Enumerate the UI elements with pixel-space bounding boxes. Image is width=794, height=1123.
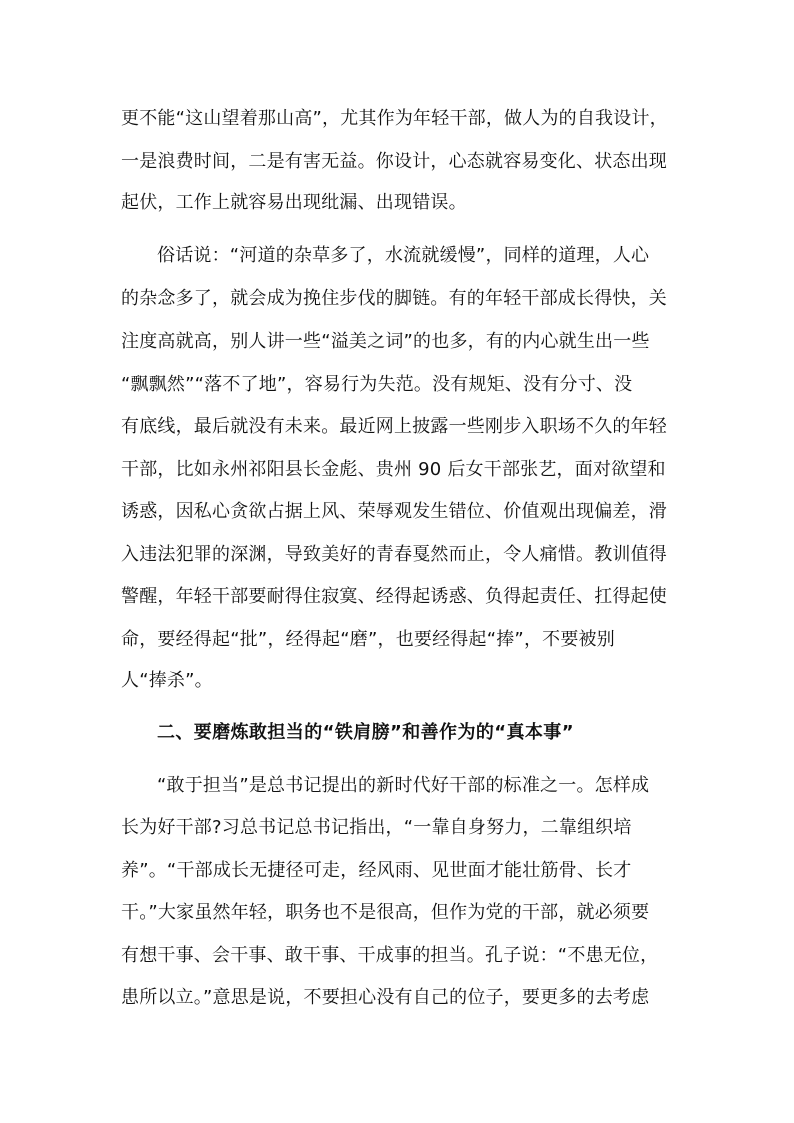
text-line: 有想干事、会干事、敢干事、干成事的担当。孔子说：“不患无位，	[121, 945, 659, 966]
text-line: 一是浪费时间，二是有害无益。你设计，心态就容易变化、状态出现	[121, 151, 667, 172]
text-line: 养”。“干部成长无捷径可走，经风雨、见世面才能壮筋骨、长才	[121, 860, 632, 881]
text-line: 更不能“这山望着那山高”，尤其作为年轻干部，做人为的自我设计，	[121, 108, 668, 129]
paragraph-first-line: 俗话说：“河道的杂草多了，水流就缓慢”，同样的道理，人心	[157, 245, 650, 266]
text-line: 警醒，年轻干部要耐得住寂寞、经得起诱惑、负得起责任、扛得起使	[121, 586, 667, 607]
text-line: 人“捧杀”。	[121, 670, 213, 691]
text-line: 干部，比如永州祁阳县长金彪、贵州 90 后女干部张艺，面对欲望和	[121, 459, 666, 480]
text-line: 诱惑，因私心贪欲占据上风、荣辱观发生错位、价值观出现偏差，滑	[121, 501, 667, 522]
text-line: 患所以立。”意思是说，不要担心没有自己的位子，要更多的去考虑	[121, 987, 650, 1008]
text-line: 干。”大家虽然年轻，职务也不是很高，但作为党的干部，就必须要	[121, 902, 650, 923]
section-heading: 二、要磨炼敢担当的“铁肩膀”和善作为的“真本事”	[157, 722, 574, 743]
text-line: 命，要经得起“批”，经得起“磨”，也要经得起“捧”，不要被别	[121, 629, 615, 650]
text-line: 长为好干部?习总书记总书记指出，“一靠自身努力，二靠组织培	[121, 817, 632, 838]
text-line: 入违法犯罪的深渊，导致美好的青春戛然而止，令人痛惜。教训值得	[121, 544, 667, 565]
text-line: 起伏，工作上就容易出现纰漏、出现错误。	[121, 192, 467, 213]
paragraph-first-line: “敢于担当”是总书记提出的新时代好干部的标准之一。怎样成	[157, 775, 650, 796]
text-line: 的杂念多了，就会成为挽住步伐的脚链。有的年轻干部成长得快，关	[121, 288, 667, 309]
text-line: “飘飘然”“落不了地”，容易行为失范。没有规矩、没有分寸、没	[121, 374, 633, 395]
text-line: 注度高就高，别人讲一些“溢美之词”的也多，有的内心就生出一些	[121, 331, 650, 352]
text-line: 有底线，最后就没有未来。最近网上披露一些刚步入职场不久的年轻	[121, 416, 667, 437]
